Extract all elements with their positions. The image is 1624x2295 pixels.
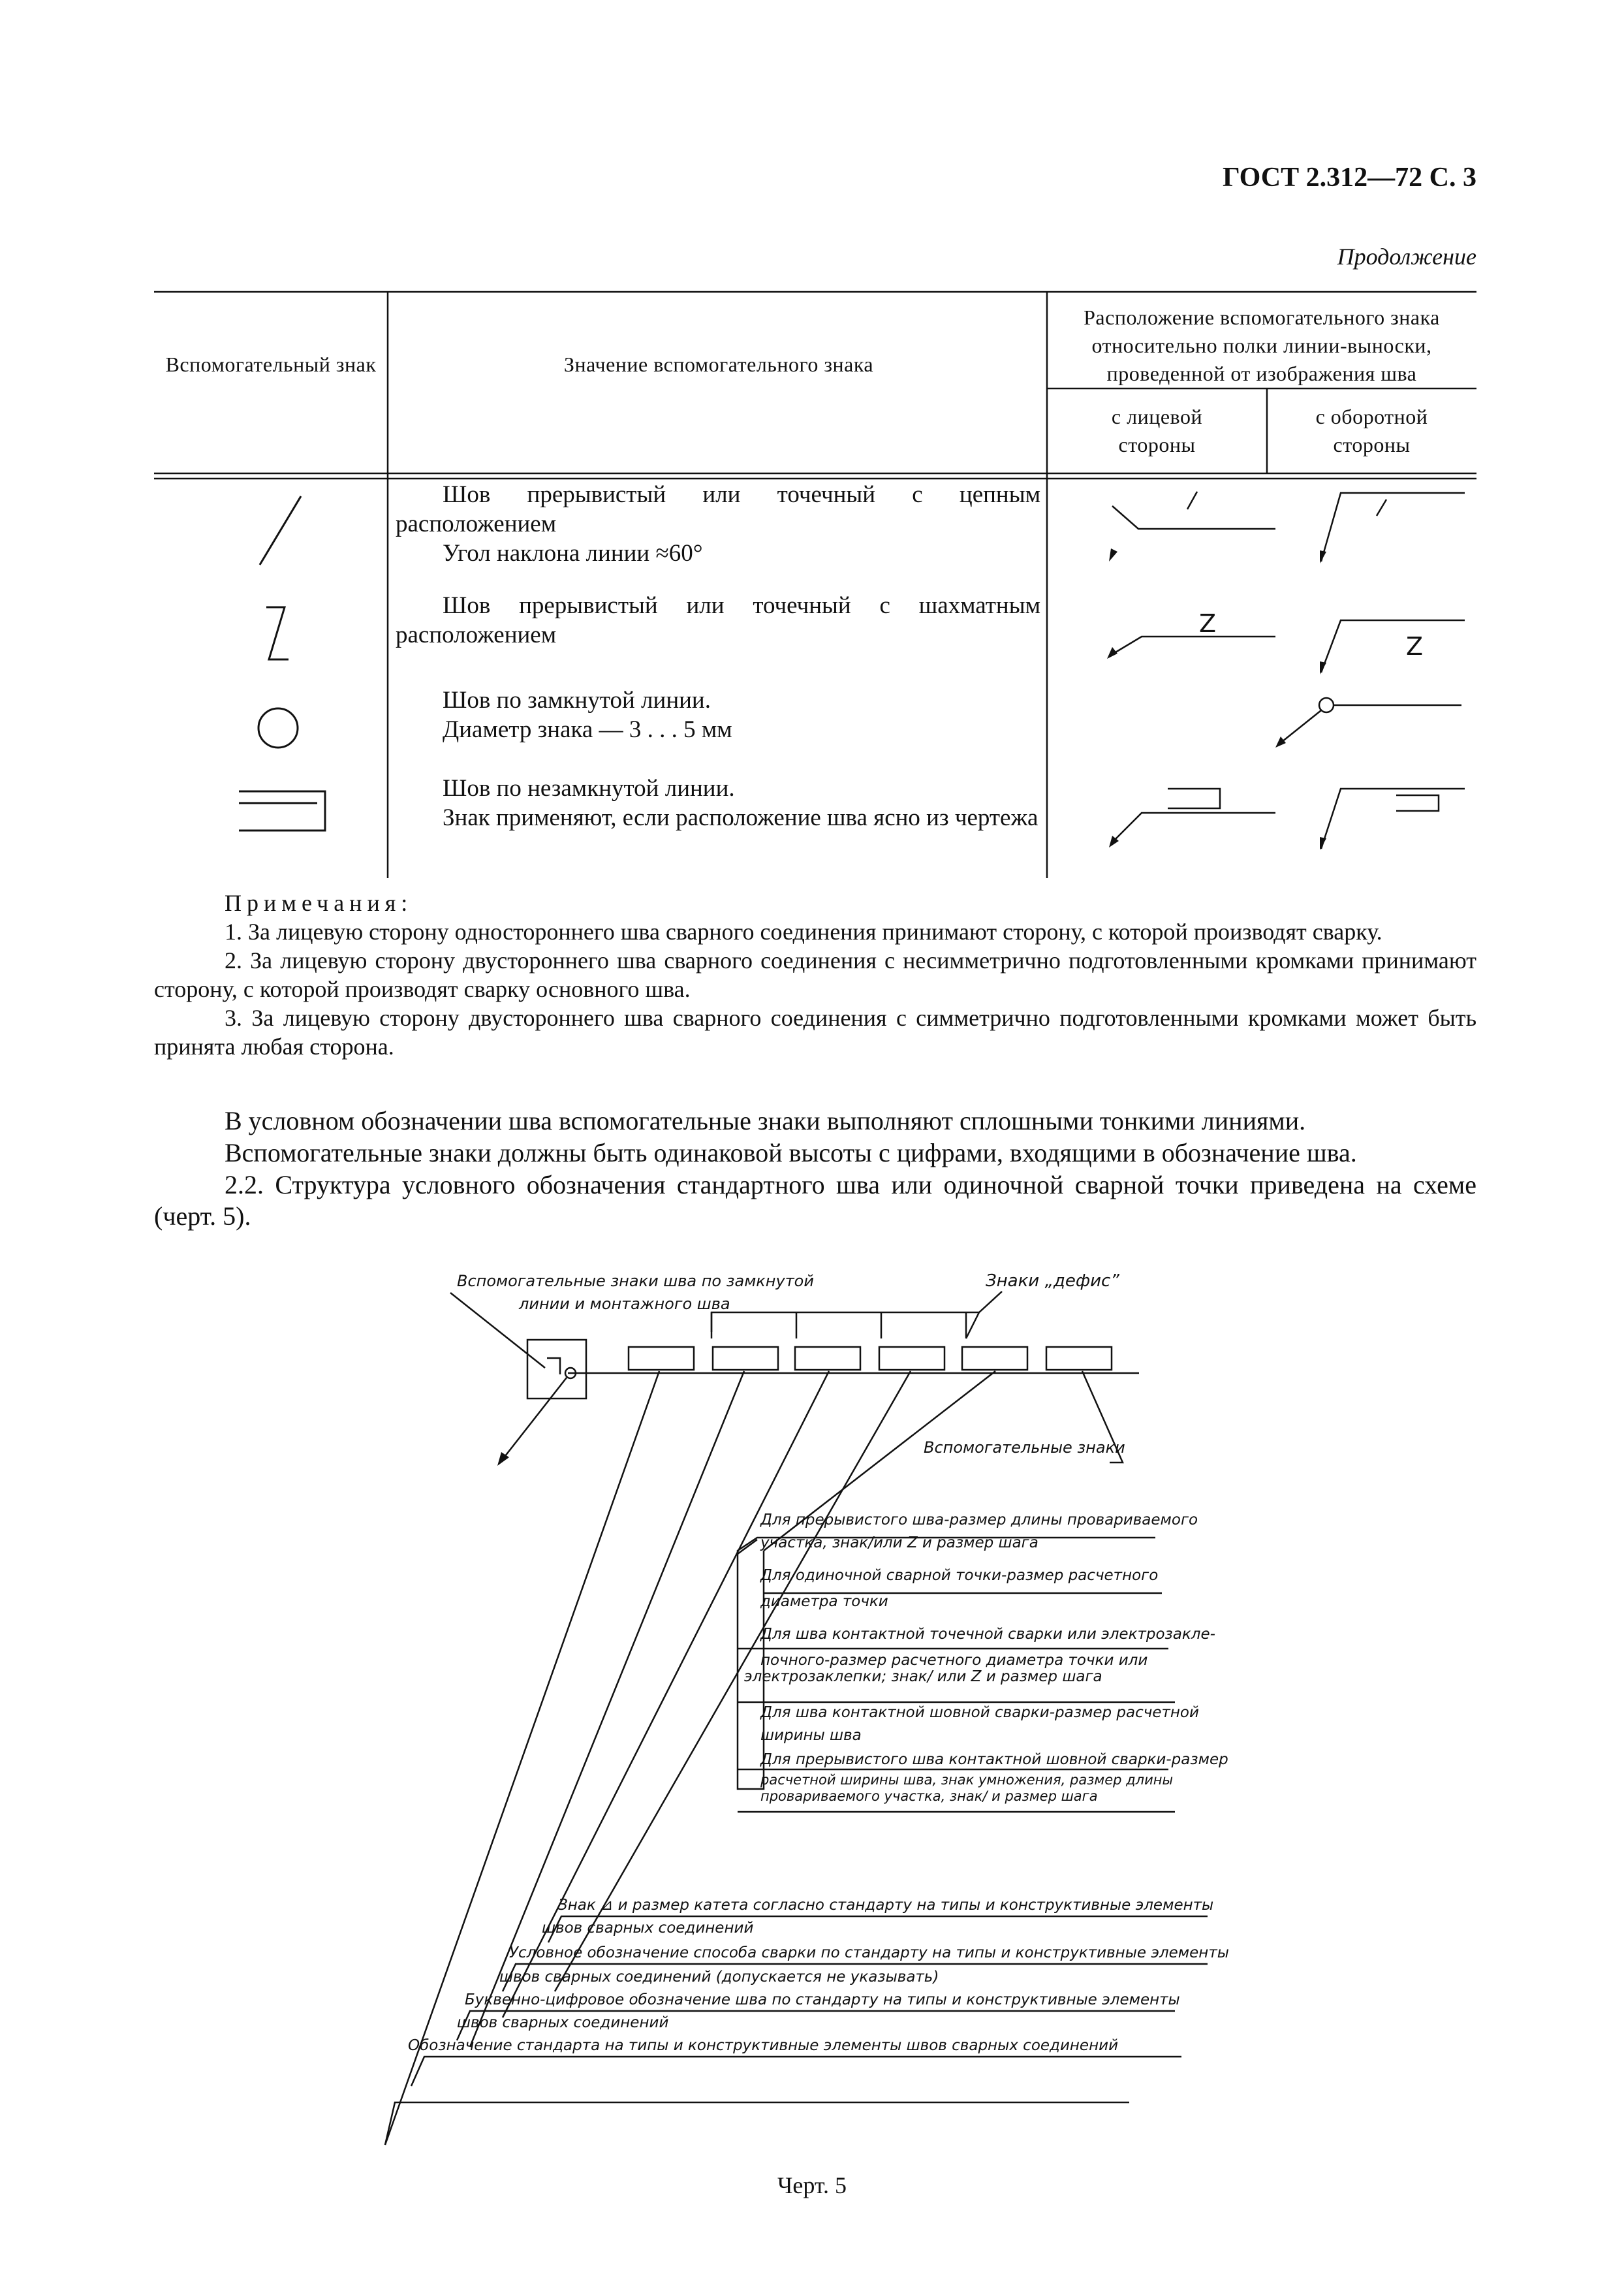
box1-line-1: Для прерывистого шва-размер длины провариваемого — [760, 1512, 1198, 1528]
box1-line-2: участка, знак/или Z и размер шага — [760, 1534, 1038, 1551]
box1-line-11: расчетной ширины шва, знак умножения, размер длины — [760, 1772, 1174, 1788]
col-header-back: с оборотной стороны — [1315, 405, 1428, 457]
note-1: 1. За лицевую сторону одностороннего шва сварного соединения принимают сторону, с которой производят сварку. — [225, 918, 1382, 945]
col-header-sign: Вспомогательный знак — [165, 353, 377, 376]
lower-line-4: швов сварных соединений (допускается не указывать) — [499, 1969, 939, 1986]
box1-line-6: почного-размер расчетного диаметра точки или — [760, 1652, 1148, 1669]
label-aux-signs: Вспомогательные знаки — [924, 1438, 1125, 1457]
box1-line-10: Для прерывистого шва контактной шовной сварки-размер — [760, 1751, 1228, 1768]
figure-caption: Черт. 5 — [777, 2172, 847, 2198]
continuation-label: Продолжение — [1337, 244, 1476, 270]
body-p3: 2.2. Структура условного обозначения стандартного шва или одиночной сварной точки приведена на схеме (черт. 5). — [154, 1169, 1476, 1231]
label-aux-closed-1: Вспомогательные знаки шва по замкнутой — [457, 1272, 814, 1290]
lower-line-2: швов сварных соединений — [542, 1920, 754, 1937]
box1-line-9: ширины шва — [760, 1727, 862, 1744]
body-p1: В условном обозначении шва вспомогательные знаки выполняют сплошными тонкими линиями. — [225, 1106, 1306, 1135]
box1-line-8: Для шва контактной шовной сварки-размер расчетной — [760, 1704, 1199, 1721]
body-p2: Вспомогательные знаки должны быть одинаковой высоты с цифрами, входящими в обозначение шва. — [225, 1137, 1357, 1167]
row2-back-text: Z — [1406, 632, 1424, 661]
col-header-position: Расположение вспомогательного знака относительно полки линии-выноски, проведенной от изображения шва — [1084, 306, 1440, 386]
box1-line-12: провариваемого участка, знак/ и размер шага — [760, 1788, 1098, 1804]
table-row — [154, 777, 388, 849]
row1-meaning — [396, 480, 1040, 568]
row3-meaning — [396, 686, 1040, 744]
box1-line-4: диаметра точки — [760, 1593, 888, 1610]
body-text — [154, 1105, 1476, 1233]
label-dash-signs: Знаки „дефис” — [986, 1271, 1119, 1291]
row4-line2: Знак применяют, если расположение шва ясно из чертежа — [443, 804, 1038, 832]
structure-diagram — [0, 1267, 1624, 2168]
row2-meaning — [396, 591, 1040, 650]
table-row — [154, 480, 388, 584]
lower-line-5: Буквенно-цифровое обозначение шва по стандарту на типы и конструктивные элементы — [465, 1991, 1180, 2008]
row2-symbols — [1047, 591, 1476, 695]
table-row — [154, 594, 388, 686]
lower-line-7: Обозначение стандарта на типы и конструктивные элементы швов сварных соединений — [408, 2037, 1119, 2054]
page-header: ГОСТ 2.312—72 С. 3 — [1222, 163, 1476, 193]
bracket-icon — [154, 777, 388, 849]
row3-symbols — [1047, 686, 1476, 757]
col-header-meaning: Значение вспомогательного знака — [563, 353, 874, 376]
note-2: 2. За лицевую сторону двустороннего шва сварного соединения с несимметрично подготовленными кромками принимают сторону, с которой производят сварку основного шва. — [154, 947, 1476, 1002]
lower-line-1: Знак ⊿ и размер катета согласно стандарту на типы и конструктивные элементы — [558, 1897, 1214, 1914]
row1-line2: Угол наклона линии ≈60° — [443, 540, 703, 567]
row4-meaning — [396, 774, 1040, 832]
z-icon — [154, 594, 388, 686]
row2-line1: Шов прерывистый или точечный с шахматным расположением — [396, 592, 1040, 649]
note-3: 3. За лицевую сторону двустороннего шва сварного соединения с симметрично подготовленными кромками может быть принята любая сторона. — [154, 1004, 1476, 1060]
notes — [154, 889, 1476, 1061]
slash-icon — [154, 480, 388, 584]
box1-line-3: Для одиночной сварной точки-размер расчетного — [760, 1567, 1159, 1584]
row3-line2: Диаметр знака — 3 . . . 5 мм — [443, 716, 732, 744]
circle-icon — [154, 695, 388, 767]
table-row — [154, 695, 388, 767]
lower-line-6: швов сварных соединений — [457, 2014, 669, 2031]
box1-line-7: электрозаклепки; знак/ или Z и размер шага — [744, 1668, 1102, 1685]
row3-line1: Шов по замкнутой линии. — [443, 687, 711, 714]
box1-line-5: Для шва контактной точечной сварки или электрозакле- — [760, 1626, 1215, 1643]
row4-line1: Шов по незамкнутой линии. — [443, 775, 735, 802]
notes-title: Примечания: — [225, 890, 413, 916]
label-aux-closed-2: линии и монтажного шва — [519, 1295, 730, 1313]
row4-symbols — [1047, 777, 1476, 855]
col-header-front: с лицевой стороны — [1111, 405, 1203, 457]
row1-symbols — [1047, 480, 1476, 584]
row2-front-text: Z — [1199, 609, 1217, 638]
aux-signs-table — [154, 291, 1476, 878]
lower-line-3: Условное обозначение способа сварки по стандарту на типы и конструктивные элементы — [509, 1944, 1229, 1961]
row1-line1: Шов прерывистый или точечный с цепным расположением — [396, 481, 1040, 538]
